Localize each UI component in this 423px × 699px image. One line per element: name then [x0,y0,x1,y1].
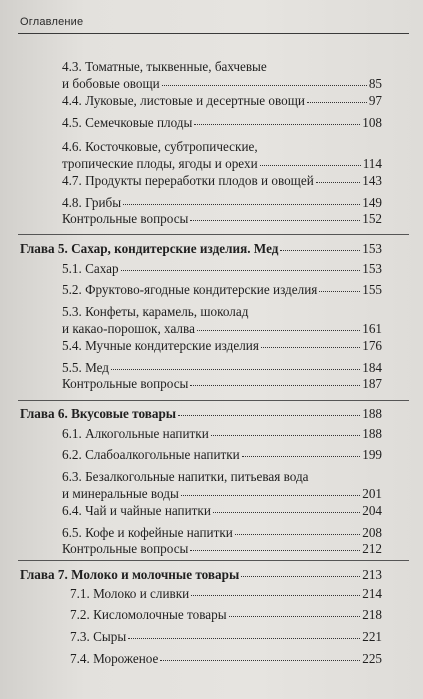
toc-entry[interactable] [62,138,382,172]
leader-dots [213,511,360,513]
toc-entry-title: Контрольные вопросы [62,211,189,226]
leader-dots [160,659,360,661]
toc-entry-title: 7.1. Молоко и сливки [70,586,190,601]
toc-entry-title: 4.3. Томатные, тыквенные, бахчевые [62,59,267,74]
toc-chapter-title: Глава 7. Молоко и молочные товары [20,567,240,582]
toc-page-number: 161 [362,321,382,336]
leader-dots [190,219,360,221]
toc-entry[interactable] [62,446,382,463]
toc-entry[interactable] [62,172,382,189]
toc-page-number: 213 [362,567,382,582]
toc-page-number: 188 [362,426,382,441]
toc-entry-title: Контрольные вопросы [62,541,189,556]
toc-entry-title: 5.1. Сахар [62,261,119,276]
leader-dots [162,84,367,86]
toc-entry-title: 4.5. Семечковые плоды [62,115,193,130]
leader-dots [307,101,367,103]
toc-page-number: 153 [362,261,382,276]
toc-entry-title: 7.4. Мороженое [70,651,159,666]
toc-entry-title: и какао-порошок, халва [62,321,195,336]
toc-entry[interactable] [62,92,382,109]
toc-entry[interactable] [62,425,382,442]
leader-dots [128,637,360,639]
toc-entry[interactable] [62,194,382,211]
toc-chapter-entry[interactable] [20,240,382,257]
leader-dots [111,368,360,370]
toc-entry[interactable] [62,540,382,557]
toc-page-number: 187 [362,376,382,391]
toc-page-number: 149 [362,195,382,210]
toc-entry-title: 7.3. Сыры [70,629,127,644]
toc-entry[interactable] [62,524,382,541]
leader-dots [191,594,360,596]
toc-entry-title: 5.3. Конфеты, карамель, шоколад [62,304,249,319]
toc-page-number: 204 [362,503,382,518]
toc-page-number: 155 [362,282,382,297]
leader-dots [260,164,361,166]
leader-dots [181,494,360,496]
toc-page-number: 212 [362,541,382,556]
toc-entry[interactable] [62,260,382,277]
toc-page-number: 153 [362,241,382,256]
toc-entry[interactable] [62,303,382,337]
toc-entry-title: 6.5. Кофе и кофейные напитки [62,525,233,540]
toc-entry[interactable] [70,585,382,602]
toc-entry-title: 5.4. Мучные кондитерские изделия [62,338,259,353]
toc-entry[interactable] [62,114,382,131]
leader-dots [190,384,360,386]
leader-dots [121,269,361,271]
toc-entry[interactable] [62,375,382,392]
toc-page-number: 114 [362,156,382,171]
leader-dots [261,346,360,348]
leader-dots [190,549,360,551]
leader-dots [280,249,360,251]
toc-entry-title: 6.1. Алкогольные напитки [62,426,209,441]
leader-dots [242,455,360,457]
toc-page-number: 108 [362,115,382,130]
toc-entry[interactable] [62,359,382,376]
toc-entry-title: Контрольные вопросы [62,376,189,391]
toc-entry-title: 4.4. Луковые, листовые и десертные овощи [62,93,305,108]
leader-dots [229,615,361,617]
toc-entry[interactable] [70,606,382,623]
leader-dots [178,414,360,416]
leader-dots [211,434,360,436]
toc-entry-title: 7.2. Кисломолочные товары [70,607,227,622]
toc-entry-title: 4.8. Грибы [62,195,122,210]
toc-chapter-entry[interactable] [20,566,382,583]
toc-entry[interactable] [70,628,382,645]
toc-page-number: 221 [362,629,382,644]
toc-page-number: 143 [362,173,382,188]
toc-entry-title: 5.5. Мед [62,360,110,375]
toc-page-number: 218 [362,607,382,622]
leader-dots [123,203,360,205]
toc-entry[interactable] [70,650,382,667]
toc-page-number: 85 [368,76,382,91]
leader-dots [316,181,360,183]
toc-page-number: 184 [362,360,382,375]
toc-page-number: 201 [362,486,382,501]
toc-entry[interactable] [62,468,382,502]
toc-entry-title: 6.3. Безалкогольные напитки, питьевая вода [62,469,309,484]
leader-dots [197,329,360,331]
leader-dots [235,533,360,535]
toc-page-number: 152 [362,211,382,226]
toc-page-number: 199 [362,447,382,462]
toc-page-number: 97 [368,93,382,108]
toc-entry-title: 6.2. Слабоалкогольные напитки [62,447,240,462]
toc-entry-title: 5.2. Фруктово-ягодные кондитерские изделия [62,282,318,297]
running-header: Оглавление [20,16,84,28]
toc-entry[interactable] [62,502,382,519]
toc-chapter-title: Глава 5. Сахар, кондитерские изделия. Мед [20,241,279,256]
toc-page-number: 176 [362,338,382,353]
toc-entry-title: 4.6. Косточковые, субтропические, [62,139,258,154]
toc-entry[interactable] [62,58,382,92]
toc-page-number: 188 [362,406,382,421]
toc-page-number: 225 [362,651,382,666]
toc-entry[interactable] [62,210,382,227]
toc-chapter-entry[interactable] [20,405,382,422]
toc-chapter-title: Глава 6. Вкусовые товары [20,406,177,421]
toc-entry-title: 4.7. Продукты переработки плодов и овощей [62,173,314,188]
toc-entry-title: тропические плоды, ягоды и орехи [62,156,258,171]
toc-entry-title: и бобовые овощи [62,76,160,91]
toc-entry[interactable] [62,337,382,354]
toc-entry-title: 6.4. Чай и чайные напитки [62,503,211,518]
toc-entry[interactable] [62,281,382,298]
toc-entry-title: и минеральные воды [62,486,179,501]
leader-dots [241,575,360,577]
leader-dots [194,123,360,125]
toc-page-number: 214 [362,586,382,601]
leader-dots [319,290,360,292]
toc-page-number: 208 [362,525,382,540]
